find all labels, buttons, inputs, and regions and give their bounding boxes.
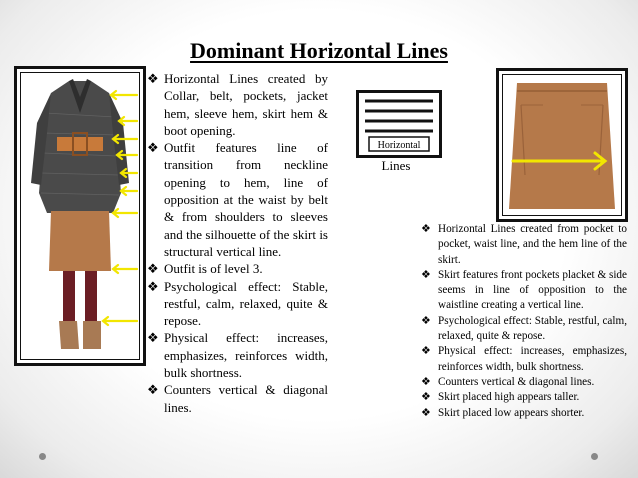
diamond-bullet-icon: ❖ bbox=[421, 223, 432, 235]
diamond-bullet-icon: ❖ bbox=[147, 71, 159, 86]
list-item: ❖ Physical effect: increases, emphasizes, reinforces width, bulk shortness. bbox=[421, 345, 627, 373]
diagram-caption: Lines bbox=[381, 158, 411, 173]
diagram-label: Horizontal bbox=[377, 140, 421, 151]
diamond-bullet-icon: ❖ bbox=[421, 268, 432, 281]
diamond-bullet-icon: ❖ bbox=[147, 140, 159, 156]
skirt-image bbox=[502, 74, 622, 216]
list-item: ❖ Horizontal Lines created by Collar, belt, pockets, jacket hem, sleeve hem, skirt hem & boot opening. bbox=[147, 71, 328, 138]
outfit-image bbox=[20, 72, 140, 360]
list-item: ❖ Horizontal Lines created from pocket to pocket, waist line, and the hem line of the skirt. bbox=[421, 223, 627, 266]
middle-bullet-list bbox=[147, 70, 328, 416]
diamond-bullet-icon: ❖ bbox=[421, 375, 432, 388]
diamond-bullet-icon: ❖ bbox=[421, 314, 432, 327]
outfit-image-frame bbox=[14, 66, 146, 366]
list-item: ❖ Psychological effect: Stable, restful, calm, relaxed, quite & repose. bbox=[147, 278, 328, 329]
skirt-image-frame bbox=[496, 68, 628, 222]
diamond-bullet-icon: ❖ bbox=[421, 345, 432, 358]
diamond-bullet-icon: ❖ bbox=[147, 382, 159, 398]
diamond-bullet-icon: ❖ bbox=[147, 261, 159, 277]
list-item: ❖ Skirt placed low appears shorter. bbox=[421, 406, 627, 421]
decorative-dot-right bbox=[591, 453, 598, 460]
diamond-bullet-icon: ❖ bbox=[421, 391, 432, 404]
list-item: ❖ Skirt placed high appears taller. bbox=[421, 390, 627, 405]
diamond-bullet-icon: ❖ bbox=[147, 278, 159, 294]
list-item: ❖ Counters vertical & diagonal lines. bbox=[147, 382, 328, 415]
skirt-illustration bbox=[503, 75, 621, 215]
list-item: ❖ Psychological effect: Stable, restful, calm, relaxed, quite & repose. bbox=[421, 314, 627, 343]
right-bullet-list bbox=[421, 222, 627, 421]
list-item: ❖ Outfit is of level 3. bbox=[147, 261, 263, 277]
outfit-illustration bbox=[21, 73, 139, 359]
page-title: Dominant Horizontal Lines bbox=[190, 38, 448, 63]
horizontal-lines-icon bbox=[359, 93, 439, 155]
diamond-bullet-icon: ❖ bbox=[147, 330, 159, 346]
list-item: ❖ Counters vertical & diagonal lines. bbox=[421, 375, 627, 390]
decorative-dot-left bbox=[39, 453, 46, 460]
horizontal-lines-diagram bbox=[356, 90, 442, 158]
list-item: ❖ Skirt features front pockets placket & side seems in line of opposition to the waistline creating a vertical line. bbox=[421, 268, 627, 312]
list-item: ❖ Outfit features line of transition from neckline opening to hem, line of opposition at the waist by belt & from shoulders to sleeves and the silhouette of the skirt is structural vertical line. bbox=[147, 140, 328, 259]
diamond-bullet-icon: ❖ bbox=[421, 406, 432, 419]
list-item: ❖ Physical effect: increases, emphasizes, reinforces width, bulk shortness. bbox=[147, 330, 328, 381]
